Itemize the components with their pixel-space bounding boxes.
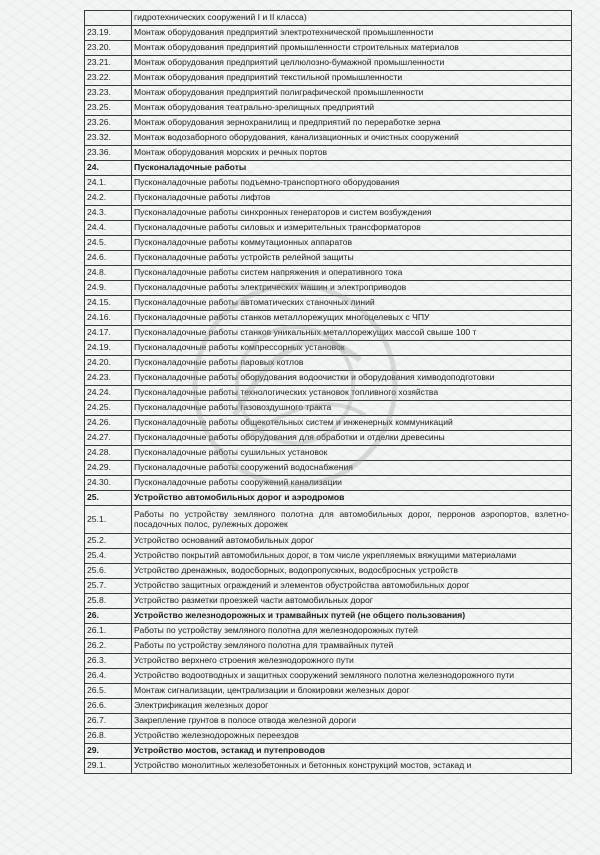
item-number: 26.6.	[85, 699, 132, 714]
section-row	[85, 491, 572, 506]
table-row	[85, 431, 572, 446]
table-row	[85, 251, 572, 266]
item-number	[85, 11, 132, 26]
item-number: 24.29.	[85, 461, 132, 476]
item-description: Устройство защитных ограждений и элементов обустройства автомобильных дорог	[132, 579, 572, 594]
item-description: Устройство автомобильных дорог и аэродромов	[132, 491, 572, 506]
item-number: 24.25.	[85, 401, 132, 416]
item-description: Устройство дренажных, водосборных, водопропускных, водосбросных устройств	[132, 564, 572, 579]
item-description: Устройство разметки проезжей части автомобильных дорог	[132, 594, 572, 609]
table-row	[85, 356, 572, 371]
item-number: 24.17.	[85, 326, 132, 341]
item-number: 24.2.	[85, 191, 132, 206]
item-description: Пусконаладочные работы автоматических станочных линий	[132, 296, 572, 311]
item-description: Монтаж оборудования предприятий целлюлозно-бумажной промышленности	[132, 56, 572, 71]
item-description: Пусконаладочные работы сушильных установок	[132, 446, 572, 461]
table-row	[85, 534, 572, 549]
item-number: 25.7.	[85, 579, 132, 594]
item-number: 24.19.	[85, 341, 132, 356]
table-row	[85, 714, 572, 729]
item-number: 23.25.	[85, 101, 132, 116]
table-row	[85, 446, 572, 461]
item-description: Устройство оснований автомобильных дорог	[132, 534, 572, 549]
table-row	[85, 639, 572, 654]
table-row	[85, 41, 572, 56]
table-row	[85, 281, 572, 296]
table-row	[85, 236, 572, 251]
item-number: 26.4.	[85, 669, 132, 684]
item-description: Монтаж оборудования морских и речных портов	[132, 146, 572, 161]
table-row	[85, 684, 572, 699]
item-number: 26.5.	[85, 684, 132, 699]
item-description: гидротехнических сооружений I и II класса)	[132, 11, 572, 26]
work-types-table-body	[85, 11, 572, 774]
item-number: 24.23.	[85, 371, 132, 386]
table-row	[85, 759, 572, 774]
table-row	[85, 341, 572, 356]
item-description: Закрепление грунтов в полосе отвода железной дороги	[132, 714, 572, 729]
item-description: Пусконаладочные работы сооружений канализации	[132, 476, 572, 491]
item-number: 25.	[85, 491, 132, 506]
item-number: 24.27.	[85, 431, 132, 446]
item-description: Пусконаладочные работы оборудования для обработки и отделки древесины	[132, 431, 572, 446]
table-row	[85, 386, 572, 401]
item-description: Пусконаладочные работы электрических машин и электроприводов	[132, 281, 572, 296]
table-row	[85, 311, 572, 326]
item-description: Пусконаладочные работы	[132, 161, 572, 176]
item-description: Пусконаладочные работы компрессорных установок	[132, 341, 572, 356]
item-description: Пусконаладочные работы подъемно-транспортного оборудования	[132, 176, 572, 191]
item-number: 24.28.	[85, 446, 132, 461]
item-description: Пусконаладочные работы сооружений водоснабжения	[132, 461, 572, 476]
item-description: Устройство железнодорожных переездов	[132, 729, 572, 744]
item-number: 23.32.	[85, 131, 132, 146]
table-row	[85, 101, 572, 116]
item-number: 26.7.	[85, 714, 132, 729]
section-row	[85, 744, 572, 759]
item-description: Пусконаладочные работы паровых котлов	[132, 356, 572, 371]
table-row	[85, 131, 572, 146]
item-number: 24.5.	[85, 236, 132, 251]
table-row	[85, 461, 572, 476]
item-description: Устройство монолитных железобетонных и бетонных конструкций мостов, эстакад и	[132, 759, 572, 774]
item-description: Пусконаладочные работы систем напряжения и оперативного тока	[132, 266, 572, 281]
item-description: Монтаж оборудования зернохранилищ и предприятий по переработке зерна	[132, 116, 572, 131]
item-number: 24.16.	[85, 311, 132, 326]
item-description: Пусконаладочные работы газовоздушного тракта	[132, 401, 572, 416]
table-row	[85, 371, 572, 386]
item-number: 26.8.	[85, 729, 132, 744]
table-row	[85, 206, 572, 221]
table-row	[85, 401, 572, 416]
table-row	[85, 11, 572, 26]
item-description: Работы по устройству земляного полотна для трамвайных путей	[132, 639, 572, 654]
table-row	[85, 296, 572, 311]
item-description: Работы по устройству земляного полотна для автомобильных дорог, перронов аэропортов, взлетно-посадочных полос, рулежных дорожек	[132, 506, 572, 534]
item-number: 24.26.	[85, 416, 132, 431]
table-row	[85, 624, 572, 639]
item-number: 26.3.	[85, 654, 132, 669]
item-number: 24.8.	[85, 266, 132, 281]
item-description: Монтаж оборудования предприятий электротехнической промышленности	[132, 26, 572, 41]
table-row	[85, 191, 572, 206]
item-description: Монтаж оборудования предприятий полиграфической промышленности	[132, 86, 572, 101]
item-description: Пусконаладочные работы коммутационных аппаратов	[132, 236, 572, 251]
table-row	[85, 176, 572, 191]
item-description: Монтаж сигнализации, централизации и блокировки железных дорог	[132, 684, 572, 699]
item-description: Пусконаладочные работы устройств релейной защиты	[132, 251, 572, 266]
item-number: 24.15.	[85, 296, 132, 311]
table-row	[85, 326, 572, 341]
item-description: Монтаж оборудования театрально-зрелищных предприятий	[132, 101, 572, 116]
item-description: Пусконаладочные работы силовых и измерительных трансформаторов	[132, 221, 572, 236]
item-description: Работы по устройству земляного полотна для железнодорожных путей	[132, 624, 572, 639]
table-row	[85, 579, 572, 594]
item-number: 24.24.	[85, 386, 132, 401]
item-number: 24.1.	[85, 176, 132, 191]
table-row	[85, 669, 572, 684]
table-row	[85, 26, 572, 41]
item-number: 23.21.	[85, 56, 132, 71]
item-number: 25.8.	[85, 594, 132, 609]
table-row	[85, 506, 572, 534]
table-row	[85, 266, 572, 281]
table-row	[85, 146, 572, 161]
item-description: Устройство покрытий автомобильных дорог, в том числе укрепляемых вяжущими материалами	[132, 549, 572, 564]
item-number: 23.36.	[85, 146, 132, 161]
table-row	[85, 86, 572, 101]
item-number: 23.23.	[85, 86, 132, 101]
item-description: Пусконаладочные работы синхронных генераторов и систем возбуждения	[132, 206, 572, 221]
item-number: 23.20.	[85, 41, 132, 56]
table-row	[85, 416, 572, 431]
item-description: Пусконаладочные работы общекотельных систем и инженерных коммуникаций	[132, 416, 572, 431]
table-row	[85, 71, 572, 86]
item-number: 25.2.	[85, 534, 132, 549]
section-row	[85, 609, 572, 624]
item-number: 29.1.	[85, 759, 132, 774]
section-row	[85, 161, 572, 176]
item-number: 25.1.	[85, 506, 132, 534]
item-number: 25.4.	[85, 549, 132, 564]
table-row	[85, 564, 572, 579]
item-description: Пусконаладочные работы оборудования водоочистки и оборудования химводоподготовки	[132, 371, 572, 386]
item-number: 25.6.	[85, 564, 132, 579]
item-number: 23.19.	[85, 26, 132, 41]
item-description: Устройство верхнего строения железнодорожного пути	[132, 654, 572, 669]
item-number: 26.2.	[85, 639, 132, 654]
item-number: 26.1.	[85, 624, 132, 639]
item-description: Устройство железнодорожных и трамвайных путей (не общего пользования)	[132, 609, 572, 624]
table-row	[85, 699, 572, 714]
item-description: Устройство мостов, эстакад и путепроводов	[132, 744, 572, 759]
item-number: 24.20.	[85, 356, 132, 371]
work-types-table	[84, 10, 572, 774]
item-number: 23.26.	[85, 116, 132, 131]
item-number: 24.4.	[85, 221, 132, 236]
item-description: Пусконаладочные работы станков уникальных металлорежущих массой свыше 100 т	[132, 326, 572, 341]
table-row	[85, 476, 572, 491]
item-number: 24.30.	[85, 476, 132, 491]
item-number: 26.	[85, 609, 132, 624]
item-number: 24.9.	[85, 281, 132, 296]
table-row	[85, 549, 572, 564]
item-number: 23.22.	[85, 71, 132, 86]
item-number: 24.3.	[85, 206, 132, 221]
table-row	[85, 221, 572, 236]
table-row	[85, 729, 572, 744]
table-row	[85, 56, 572, 71]
table-row	[85, 116, 572, 131]
item-description: Монтаж оборудования предприятий промышленности строительных материалов	[132, 41, 572, 56]
table-row	[85, 594, 572, 609]
item-number: 24.	[85, 161, 132, 176]
item-description: Монтаж водозаборного оборудования, канализационных и очистных сооружений	[132, 131, 572, 146]
item-description: Пусконаладочные работы станков металлорежущих многоцелевых с ЧПУ	[132, 311, 572, 326]
item-description: Электрификация железных дорог	[132, 699, 572, 714]
item-number: 29.	[85, 744, 132, 759]
item-description: Монтаж оборудования предприятий текстильной промышленности	[132, 71, 572, 86]
item-description: Пусконаладочные работы лифтов	[132, 191, 572, 206]
table-row	[85, 654, 572, 669]
item-description: Пусконаладочные работы технологических установок топливного хозяйства	[132, 386, 572, 401]
item-number: 24.6.	[85, 251, 132, 266]
item-description: Устройство водоотводных и защитных сооружений земляного полотна железнодорожного пути	[132, 669, 572, 684]
